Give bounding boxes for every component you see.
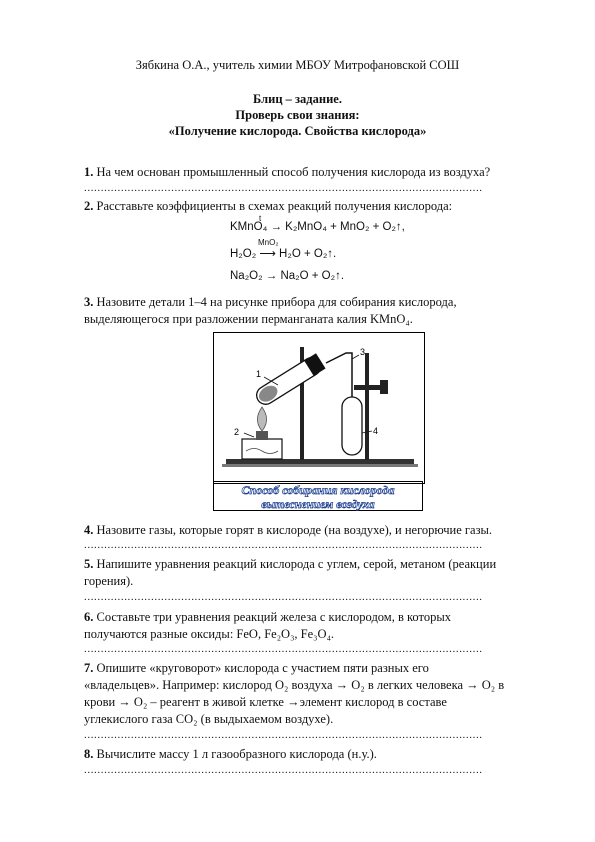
test-tube-1 bbox=[253, 353, 325, 407]
figure-caption bbox=[213, 481, 423, 511]
question-text: Назовите детали 1–4 на рисунке прибора для собирания кислорода, bbox=[93, 295, 457, 309]
answer-line-6[interactable]: ....................................................................................................................... bbox=[84, 643, 483, 655]
question-6-line2: получаются разные оксиды: FeO, Fe₂O₃, Fe₃O₄. bbox=[84, 627, 335, 641]
label-4: 4 bbox=[373, 426, 379, 436]
condition-heat: t bbox=[259, 214, 262, 223]
question-number: 1. bbox=[84, 165, 94, 179]
stand-base bbox=[226, 459, 414, 464]
right-stand-rod bbox=[365, 353, 369, 460]
question-number: 7. bbox=[84, 661, 94, 675]
answer-line-1[interactable]: ....................................................................................................................... bbox=[84, 182, 483, 194]
condition-catalyst: MnO₂ bbox=[258, 238, 279, 247]
answer-line-8[interactable]: ....................................................................................................................... bbox=[84, 764, 483, 776]
caption-line-1: Способ собирания кислорода bbox=[241, 483, 395, 497]
answer-line-5[interactable]: ....................................................................................................................... bbox=[84, 591, 483, 603]
label-1: 1 bbox=[256, 369, 262, 379]
title-topic: «Получение кислорода. Свойства кислорода» bbox=[168, 124, 427, 138]
equation-3: Na₂O₂ → Na₂O + O₂↑. bbox=[230, 270, 345, 282]
answer-line-4[interactable]: ....................................................................................................................... bbox=[84, 539, 483, 551]
question-text: На чем основан промышленный способ получения кислорода из воздуха? bbox=[93, 165, 491, 179]
question-8 bbox=[84, 746, 554, 762]
question-5-line2: горения). bbox=[84, 574, 134, 588]
caption-line-2: вытеснением воздуха bbox=[261, 497, 375, 511]
question-5 bbox=[84, 556, 554, 572]
question-1 bbox=[84, 164, 554, 180]
question-7-line2: «владельцев». Например: кислород O₂ воздуха → O₂ в легких человека → O₂ в bbox=[84, 678, 505, 692]
collecting-tube-4 bbox=[342, 397, 362, 455]
equation-1: KMnO₄ → K₂MnO₄ + MnO₂ + O₂↑, bbox=[230, 221, 405, 233]
answer-line-7[interactable]: ....................................................................................................................... bbox=[84, 729, 483, 741]
question-6 bbox=[84, 609, 554, 625]
table-surface bbox=[222, 464, 418, 467]
label-3: 3 bbox=[360, 347, 366, 357]
question-3 bbox=[84, 294, 554, 310]
question-number: 3. bbox=[84, 295, 94, 309]
question-text: Назовите газы, которые горят в кислороде (на воздухе), и негорючие газы. bbox=[93, 523, 493, 537]
title-main: Блиц – задание. bbox=[253, 92, 342, 106]
question-text: Расставьте коэффициенты в схемах реакций получения кислорода: bbox=[93, 199, 453, 213]
label-2: 2 bbox=[234, 427, 240, 437]
question-number: 6. bbox=[84, 610, 94, 624]
right-clamp bbox=[354, 385, 384, 390]
author-line: Зябкина О.А., учитель химии МБОУ Митрофановской СОШ bbox=[135, 58, 460, 72]
question-text: Напишите уравнения реакций кислорода с углем, серой, метаном (реакции bbox=[93, 557, 497, 571]
question-number: 4. bbox=[84, 523, 94, 537]
question-3-line2: выделяющегося при разложении перманганата калия KMnO₄. bbox=[84, 312, 413, 326]
question-4 bbox=[84, 522, 554, 538]
question-7-line4: углекислого газа CO₂ (в выдыхаемом воздухе). bbox=[84, 712, 334, 726]
apparatus-figure bbox=[213, 332, 425, 484]
question-2 bbox=[84, 198, 554, 214]
question-number: 5. bbox=[84, 557, 94, 571]
question-7-line3: крови → O₂ – реагент в живой клетке →элемент кислород в составе bbox=[84, 695, 447, 709]
question-number: 8. bbox=[84, 747, 94, 761]
question-text: Опишите «круговорот» кислорода с участием пяти разных его bbox=[93, 661, 429, 675]
question-number: 2. bbox=[84, 199, 94, 213]
question-7 bbox=[84, 660, 554, 676]
equation-2: H₂O₂ ⟶ H₂O + O₂↑. bbox=[230, 248, 337, 260]
title-sub: Проверь свои знания: bbox=[235, 108, 360, 122]
apparatus-drawing bbox=[214, 333, 424, 483]
spirit-lamp-2 bbox=[242, 439, 282, 459]
question-text: Вычислите массу 1 л газообразного кислорода (н.у.). bbox=[93, 747, 377, 761]
question-text: Составьте три уравнения реакций железа с кислородом, в которых bbox=[93, 610, 451, 624]
